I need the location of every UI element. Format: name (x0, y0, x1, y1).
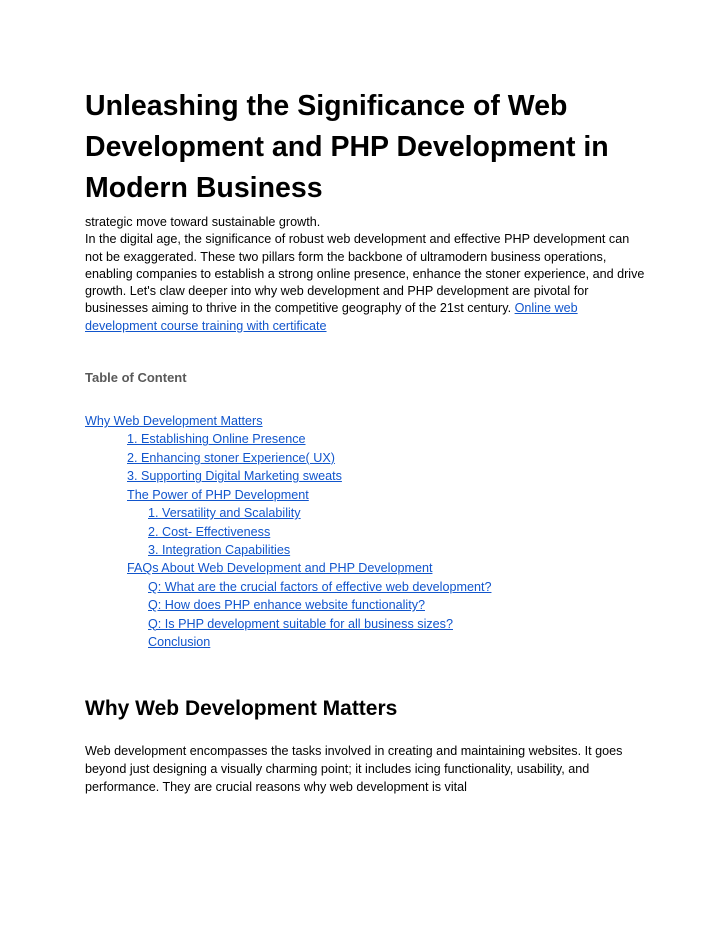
toc-item (85, 615, 645, 633)
toc-item (85, 541, 645, 559)
course-link[interactable]: Online web development course training with certificate (85, 301, 578, 333)
toc-link[interactable]: Conclusion (148, 634, 211, 649)
toc-link[interactable]: FAQs About Web Development and PHP Development (127, 561, 433, 576)
toc-link[interactable]: Why Web Development Matters (85, 414, 263, 429)
toc-item (85, 412, 645, 430)
intro-first-line: strategic move toward sustainable growth. (85, 215, 321, 229)
toc-link[interactable]: 2. Enhancing stoner Experience( UX) (127, 450, 335, 465)
section-body: Web development encompasses the tasks involved in creating and maintaining websites. It goes beyond just designing a visually charming point; it includes icing functionality, usability, and performance. They are crucial reasons why web development is vital (85, 744, 623, 794)
toc-heading: Table of Content (85, 370, 187, 386)
intro-paragraph (85, 231, 645, 335)
toc-item (85, 559, 645, 577)
toc-item (85, 578, 645, 596)
toc-link[interactable]: 3. Integration Capabilities (148, 542, 291, 557)
toc-item (85, 504, 645, 522)
intro-block (85, 214, 645, 335)
section-heading: Why Web Development Matters (85, 697, 398, 721)
toc-item (85, 467, 645, 485)
intro-paragraph-text: In the digital age, the significance of robust web development and effective PHP development can not be exaggerated. These two pillars form the backbone of ultramodern business operations, enabling companies to establish a strong online presence, enhance the stoner experience, and drive growth. Let's claw deeper into why web development and PHP development are pivotal for businesses aiming to thrive in the competitive geography of the 21st century. (85, 232, 645, 316)
toc-link[interactable]: Q: How does PHP enhance website functionality? (148, 598, 425, 613)
toc-link[interactable]: 3. Supporting Digital Marketing sweats (127, 469, 342, 484)
toc-item (85, 430, 645, 448)
toc-item (85, 523, 645, 541)
toc-item (85, 633, 645, 651)
document-content (85, 86, 645, 796)
toc-link[interactable]: Q: What are the crucial factors of effective web development? (148, 579, 492, 594)
page-title: Unleashing the Significance of Web Development and PHP Development in Modern Business (85, 90, 609, 204)
toc-link[interactable]: 1. Establishing Online Presence (127, 432, 306, 447)
toc-link[interactable]: The Power of PHP Development (127, 487, 309, 502)
toc-link[interactable]: Q: Is PHP development suitable for all business sizes? (148, 616, 453, 631)
toc-item (85, 596, 645, 614)
toc-item (85, 449, 645, 467)
toc-item (85, 486, 645, 504)
toc-link[interactable]: 2. Cost- Effectiveness (148, 524, 271, 539)
toc-link[interactable]: 1. Versatility and Scalability (148, 506, 301, 521)
table-of-contents (85, 412, 645, 651)
